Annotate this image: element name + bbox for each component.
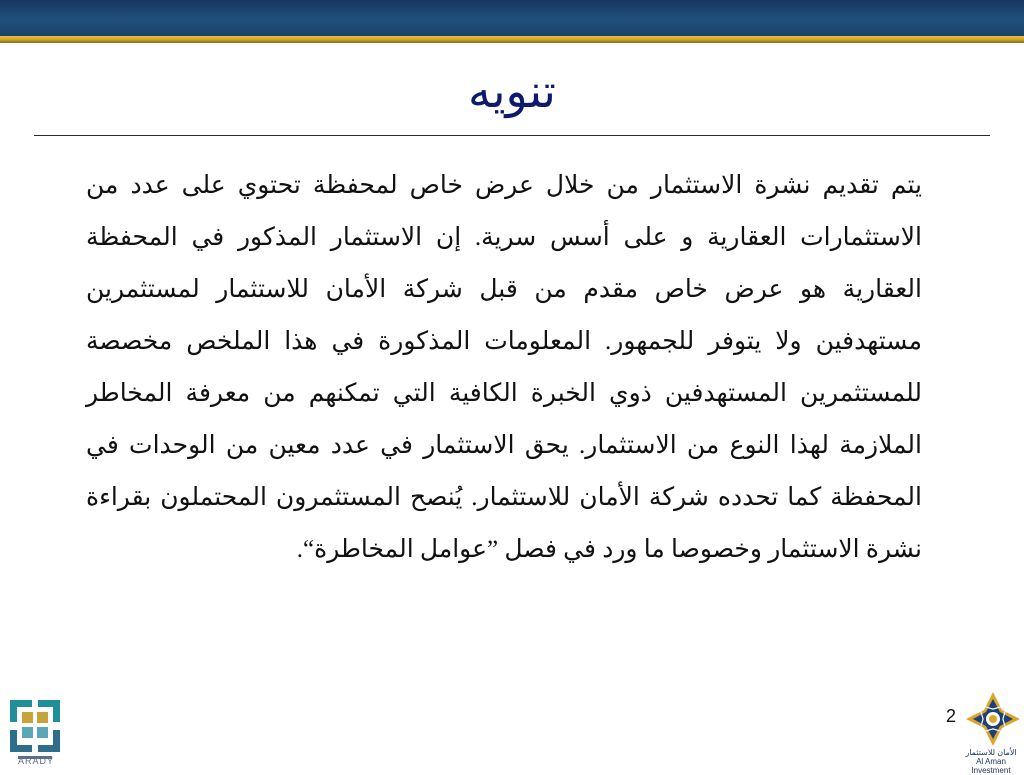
al-aman-logo-text-en: Al Aman Investment (971, 757, 1011, 775)
title-divider (34, 135, 990, 136)
al-aman-investment-logo-icon (964, 690, 1022, 748)
arady-logo-text: ARADY (17, 756, 54, 766)
al-aman-logo-text-ar: الأمان للاستثمار (965, 748, 1017, 757)
disclaimer-body: يتم تقديم نشرة الاستثمار من خلال عرض خاص لمحفظة تحتوي على عدد من الاستثمارات العقارية و على أسس سرية. إن الاستثمار المذكور في المحفظة العقارية هو عرض خاص مقدم من قبل شركة الأمان للاستثمار لمستثمرين مستهدفين ولا يتوفر للجمهور. المعلومات المذكورة في هذا الملخص مخصصة للمستثمرين المستهدفين ذوي الخبرة الكافية التي تمكنهم من معرفة المخاطر الملازمة لهذا النوع من الاستثمار. يحق الاستثمار في عدد معين من الوحدات في المحفظة كما تحدده شركة الأمان للاستثمار. يُنصح المستثمرون المحتملون بقراءة نشرة الاستثمار وخصوصا ما ورد في فصل ”عوامل المخاطرة“. (86, 172, 922, 563)
header-gold-stripe (0, 36, 1024, 43)
al-aman-logo-text (958, 748, 1024, 775)
page-number: 2 (946, 706, 957, 726)
header-bar (0, 0, 1024, 36)
slide-title: تنويه (468, 66, 556, 117)
